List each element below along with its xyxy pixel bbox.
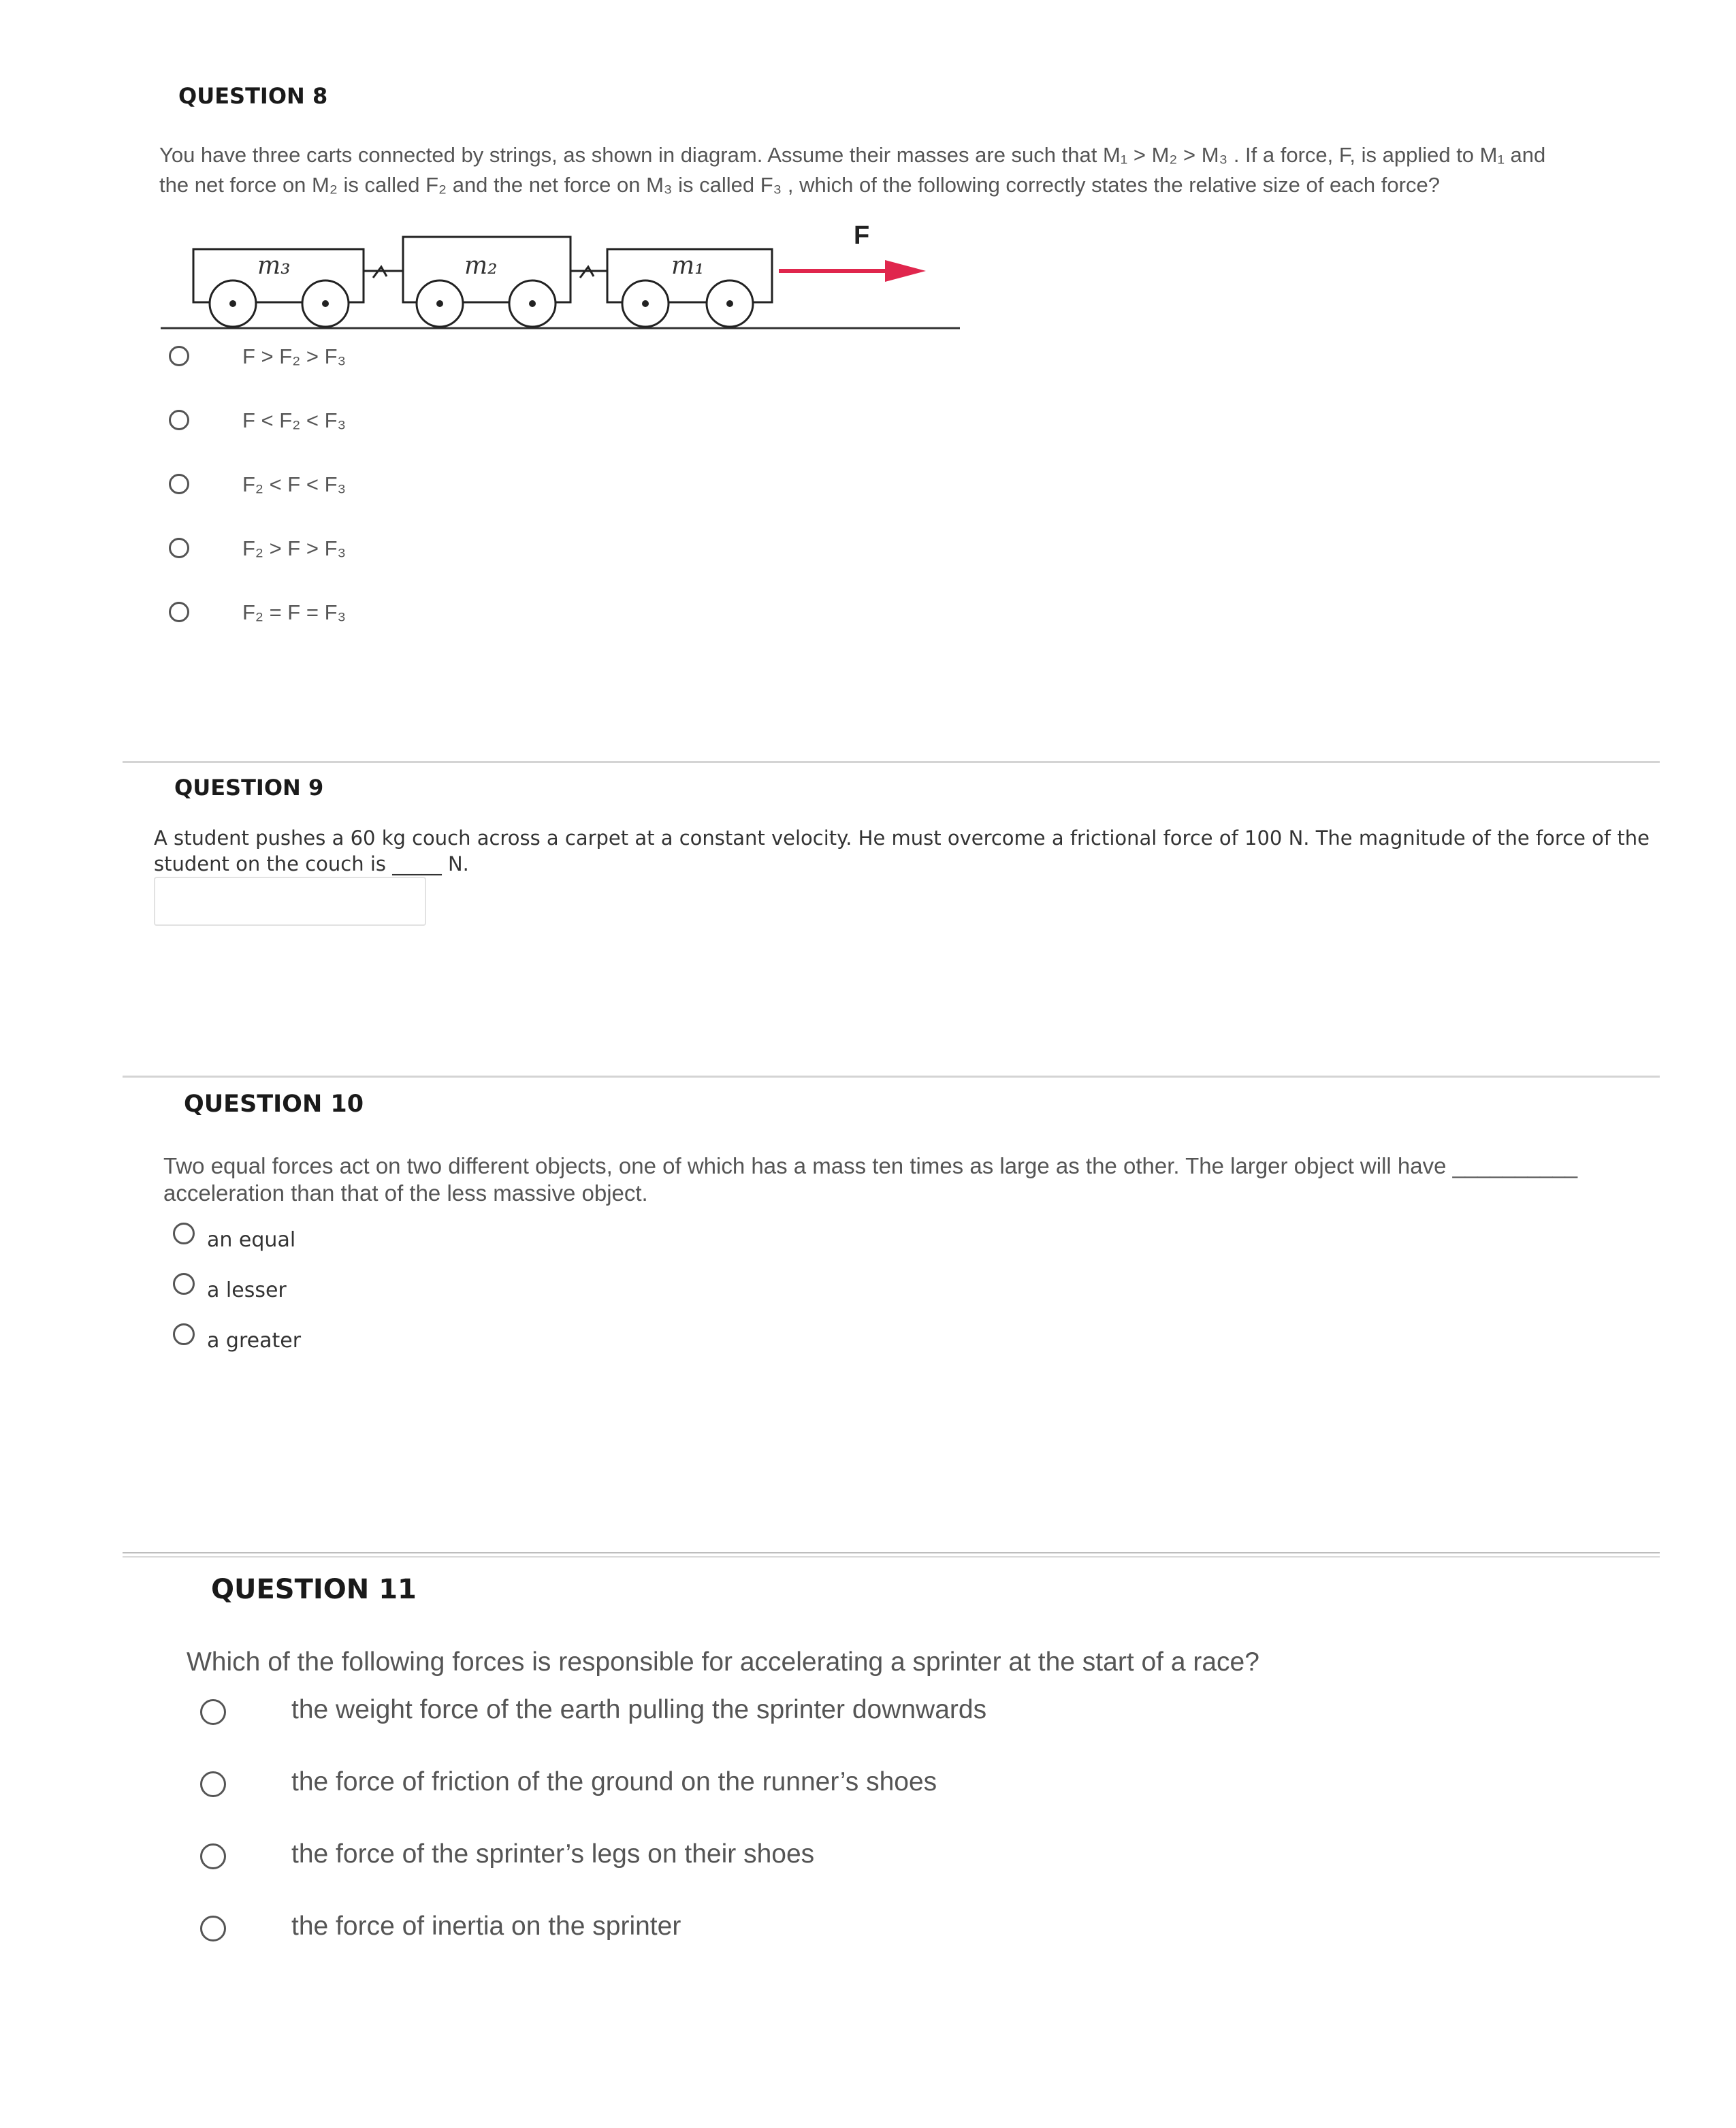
q11-option-4-label: the force of inertia on the sprinter [291, 1912, 681, 1941]
q11-radio-4[interactable] [200, 1916, 226, 1941]
q8-question-line1: You have three carts connected by strings, as shown in diagram. Assume their masses are such that M₁ > M₂ > M₃ . If a force, F, is applied to M₁ and [159, 143, 1546, 167]
q11-question: Which of the following forces is responsible for accelerating a sprinter at the start of a race? [187, 1647, 1259, 1677]
q10-option-1-label: an equal [207, 1228, 296, 1252]
q8-radio-3[interactable] [169, 474, 189, 494]
q9-question-line1: A student pushes a 60 kg couch across a carpet at a constant velocity. He must overcome a frictional force of 100 N. The magnitude of the force of the [154, 826, 1650, 850]
divider-q10-q11-inner [123, 1556, 1660, 1558]
q11-option-1-label: the weight force of the earth pulling the sprinter downwards [291, 1695, 987, 1724]
q8-radio-5[interactable] [169, 602, 189, 622]
cart-m2 [403, 237, 570, 327]
q8-option-3-label: F₂ < F < F₃ [242, 472, 347, 496]
string-3-2 [364, 267, 403, 278]
q9-question-line2: student on the couch is _____ N. [154, 852, 469, 875]
q10-radio-3[interactable] [173, 1323, 195, 1345]
q8-option-4-label: F₂ > F > F₃ [242, 536, 347, 560]
divider-q10-q11 [123, 1552, 1660, 1553]
string-2-1 [570, 267, 607, 278]
cart-m1-label: m₁ [671, 252, 705, 280]
q11-radio-3[interactable] [200, 1843, 226, 1869]
cart-diagram [157, 218, 974, 334]
q9-title: QUESTION 9 [174, 775, 324, 801]
q10-radio-1[interactable] [173, 1223, 195, 1244]
q9-answer-field[interactable] [154, 877, 426, 926]
q8-option-2-label: F < F₂ < F₃ [242, 408, 347, 432]
q11-radio-2[interactable] [200, 1771, 226, 1797]
q8-option-1-label: F > F₂ > F₃ [242, 344, 347, 368]
q8-title: QUESTION 8 [178, 83, 328, 109]
q10-option-3-label: a greater [207, 1329, 302, 1353]
cart-m3-label: m₃ [257, 252, 291, 280]
q10-question-line1: Two equal forces act on two different objects, one of which has a mass ten times as large as the other. The larger object will have __________ [163, 1153, 1578, 1178]
q10-title: QUESTION 10 [184, 1091, 364, 1118]
cart-m2-label: m₂ [464, 252, 498, 280]
q10-option-2-label: a lesser [207, 1278, 287, 1302]
q8-radio-2[interactable] [169, 410, 189, 430]
force-arrow [779, 260, 926, 282]
q8-question-line2: the net force on M₂ is called F₂ and the net force on M₃ is called F₃ , which of the following correctly states the relative size of each force? [159, 173, 1440, 197]
q11-radio-1[interactable] [200, 1699, 226, 1725]
divider-q8-q9 [123, 761, 1660, 763]
q11-title: QUESTION 11 [211, 1574, 417, 1605]
q8-option-5-label: F₂ = F = F₃ [242, 600, 347, 624]
q8-radio-1[interactable] [169, 346, 189, 366]
q8-radio-4[interactable] [169, 538, 189, 558]
q10-radio-2[interactable] [173, 1273, 195, 1295]
q11-option-2-label: the force of friction of the ground on the runner’s shoes [291, 1767, 937, 1796]
force-label: F [854, 221, 870, 250]
q11-option-3-label: the force of the sprinter’s legs on their shoes [291, 1839, 815, 1869]
q10-question-line2: acceleration than that of the less massive object. [163, 1180, 648, 1206]
divider-q9-q10 [123, 1076, 1660, 1078]
